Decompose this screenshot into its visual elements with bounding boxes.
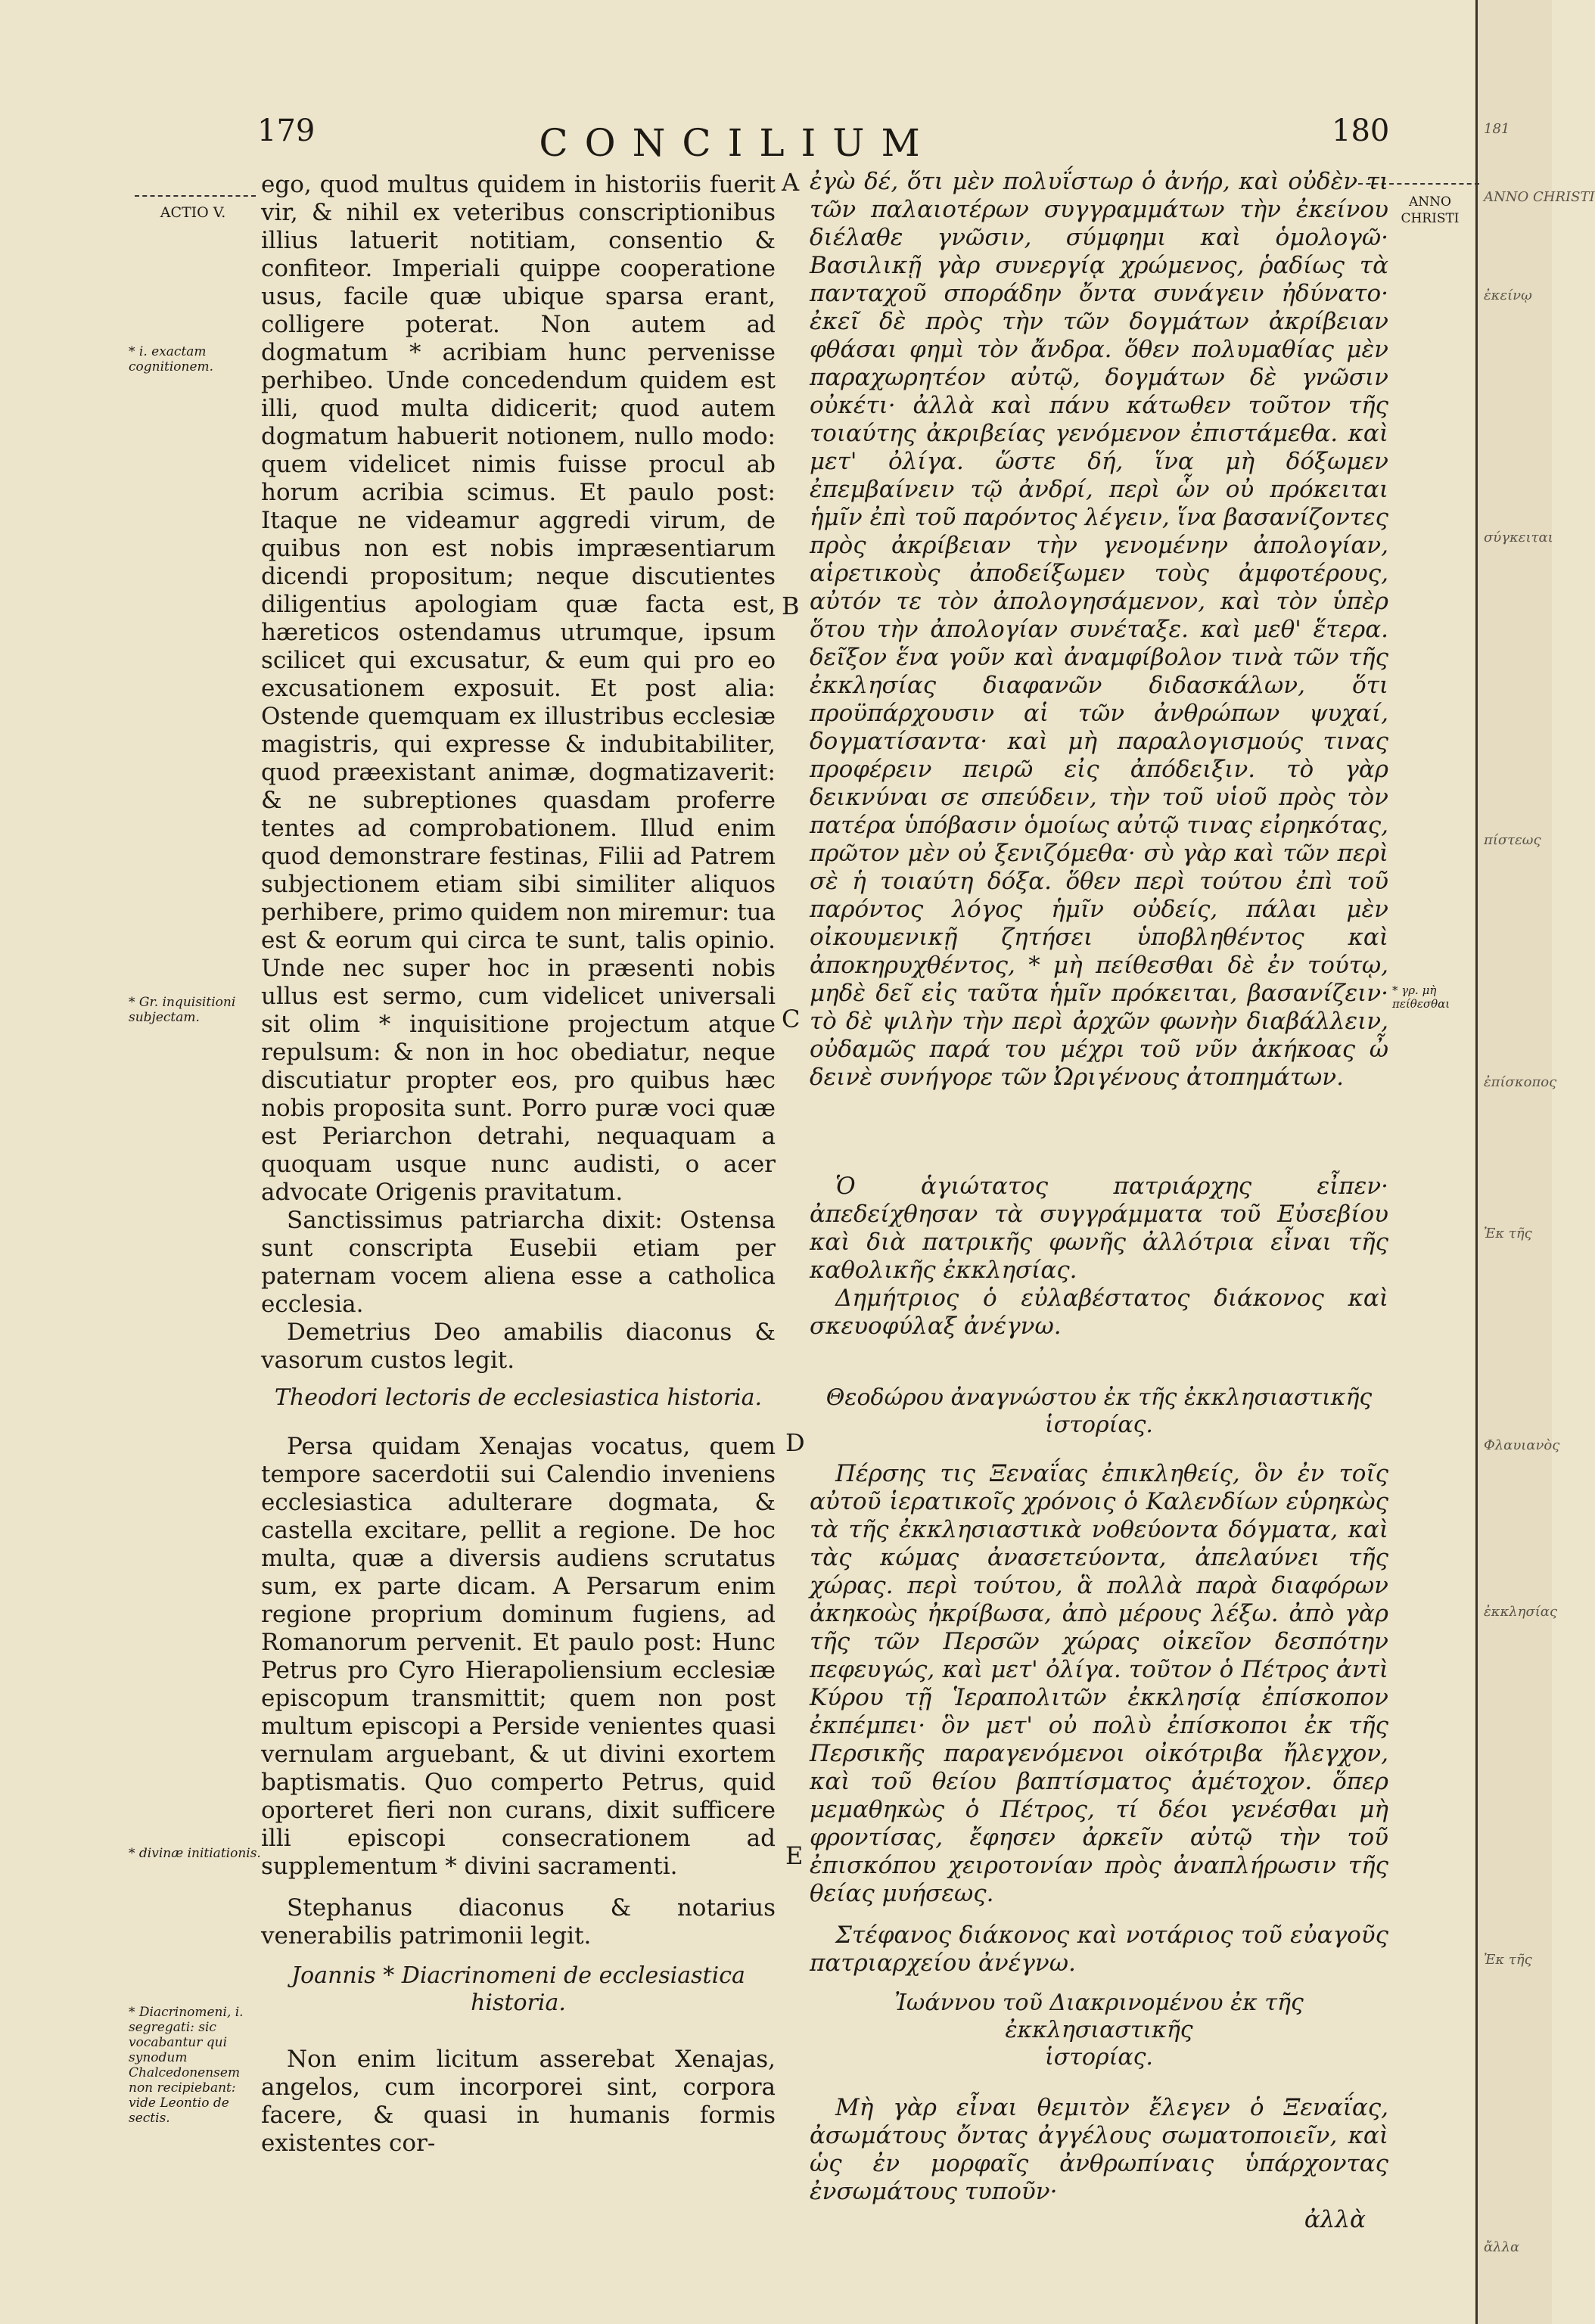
section-mark: A: [782, 168, 800, 197]
next-page-fragment: ANNO CHRISTI: [1484, 189, 1595, 205]
greek-heading: Ἰωάννου τοῦ Διακρινομένου ἐκ τῆς ἐκκλησιαστικῆς: [894, 1990, 1304, 2043]
greek-paragraph: Μὴ γὰρ εἶναι θεμιτὸν ἔλεγεν ὁ Ξεναΐας, ἀσωμάτους ὄντας ἀγγέλους σωματοποιεῖν, καὶ ὡς ἐν μορφαῖς ἀνθρωπίναις ὑπάρχοντας ἐνσωμάτους τυποῦν·: [810, 2094, 1388, 2205]
next-page-fragment: σύγκειται: [1484, 530, 1553, 545]
greek-paragraph: ἐγὼ δέ, ὅτι μὲν πολυΐστωρ ὁ ἀνήρ, καὶ οὐδὲν τι τῶν παλαιοτέρων συγγραμμάτων τὴν ἐκείνου διέλαθε γνῶσιν, σύμφημι καὶ ὁμολογῶ· Βασιλικῇ γὰρ συνεργίᾳ χρώμενος, ῥαδίως τὰ πανταχοῦ σποράδην ὄντα συνάγειν ἠδύνατο· ἐκεῖ δὲ πρὸς τὴν τῶν δογμάτων ἀκρίβειαν φθάσαι φημὶ τὸν ἄνδρα. ὅθεν πολυμαθίας μὲν παραχωρητέον αὐτῷ, δογμάτων δὲ γνῶσιν οὐκέτι· ἀλλὰ καὶ πάνυ κάτωθεν τοῦτον τῆς τοιαύτης ἀκριβείας γενόμενον ἐπιστάμεθα. καὶ μετ' ὀλίγα. ὥστε δή, ἵνα μὴ δόξωμεν ἐπεμβαίνειν τῷ ἀνδρί, περὶ ὧν οὐ πρόκειται ἡμῖν ἐπὶ τοῦ παρόντος λέγειν, ἵνα βασανίζοντες πρὸς ἀκρίβειαν τὴν γενομένην ἀπολογίαν, αἱρετικοὺς ἀποδείξωμεν τοὺς ἀμφοτέρους, αὐτόν τε τὸν ἀπολογησάμενον, καὶ τὸν ὑπὲρ ὅτου τὴν ἀπολογίαν συνέταξε. καὶ μεθ' ἕτερα. δεῖξον ἕνα γοῦν καὶ ἀναμφίβολον τινὰ τῶν τῆς ἐκκλησίας διαφανῶν διδασκάλων, ὅτι προϋπάρχουσιν αἱ τῶν ἀνθρώπων ψυχαί, δογματίσαντα· καὶ μὴ παραλογισμούς τινας προφέρειν πειρῶ εἰς ἀπόδειξιν. τὸ γὰρ δεικνύναι σε σπεύδειν, τὴν τοῦ υἱοῦ πρὸς τὸν πατέρα ὑπόβασιν ὁμοίως αὐτῷ τινας εἰρηκότας, πρῶτον μὲν οὐ ξενιζόμεθα· σὺ γὰρ καὶ τῶν περὶ σὲ ἡ τοιαύτη δόξα. ὅθεν περὶ τούτου ἐπὶ τοῦ παρόντος λόγος ἡμῖν οὐδείς, πάλαι μὲν οἰκουμενικῇ ζητήσει ὑποβληθέντος καὶ ἀποκηρυχθέντος, * μὴ πείθεσθαι δὲ ἐν τούτῳ, μηδὲ δεῖ εἰς ταῦτα ἡμῖν πρόκειται, βασανίζειν· τὸ δὲ ψιλὴν τὴν περὶ ἀρχῶν φωνὴν διαβάλλειν, οὐδαμῶς παρά του μέχρι τοῦ νῦν ἀκήκοας ὦ δεινὲ συνήγορε τῶν Ὠριγένους ἀτοπημάτων.: [810, 168, 1388, 1091]
greek-paragraph: Πέρσης τις Ξεναΐας ἐπικληθείς, ὃν ἐν τοῖς αὐτοῦ ἱερατικοῖς χρόνοις ὁ Καλενδίων εὑρηκὼς τὰ τῆς ἐκκλησιαστικὰ νοθεύοντα δόγματα, καὶ τὰς κώμας ἀνασετεύοντα, ἀπελαύνει τῆς χώρας. περὶ τούτου, ἃ πολλὰ παρὰ διαφόρων ἀκηκοὼς ἠκρίβωσα, ἀπὸ μέρους λέξω. ἀπὸ γὰρ τῆς τῶν Περσῶν χώρας οἰκεῖον δεσπότην πεφευγώς, καὶ μετ' ὀλίγα. τοῦτον ὁ Πέτρος ἀντὶ Κύρου τῇ Ἱεραπολιτῶν ἐκκλησίᾳ ἐπίσκοπον ἐκπέμπει· ὃν μετ' οὐ πολὺ ἐπίσκοποι ἐκ τῆς Περσικῆς παραγενόμενοι οἰκότριβα ἤλεγχον, καὶ τοῦ θείου βαπτίσματος ἀμέτοχον. ὅπερ μεμαθηκὼς ὁ Πέτρος, τί δέοι γενέσθαι μὴ φροντίσας, ἔφησεν ἀρκεῖν αὐτῷ τὴν τοῦ ἐπισκόπου χειροτονίαν πρὸς ἀναπλήρωσιν τῆς θείας μυήσεως.: [810, 1460, 1388, 1907]
latin-paragraph: Demetrius Deo amabilis diaconus & vasorum custos legit.: [261, 1319, 776, 1374]
section-mark: C: [782, 1005, 801, 1033]
margin-note: * Diacrinomeni, i. segregati: sic vocabantur qui synodum Chalcedonensem non recipiebant: vide Leontio de sectis.: [129, 2005, 244, 2126]
greek-column-lower: [810, 1384, 1388, 2234]
latin-paragraph: Sanctissimus patriarcha dixit: Ostensa sunt conscripta Eusebii etiam per paternam vocem aliena esse a catholica ecclesia.: [261, 1207, 776, 1318]
greek-paragraph: Ὁ ἁγιώτατος πατριάρχης εἶπεν· ἀπεδείχθησαν τὰ συγγράμματα τοῦ Εὐσεβίου καὶ διὰ πατρικῆς φωνῆς ἀλλότρια εἶναι τῆς καθολικῆς ἐκκλησίας.: [810, 1173, 1388, 1284]
section-mark: D: [785, 1428, 805, 1457]
next-page-fragment: Φλαυιανὸς: [1484, 1437, 1560, 1453]
margin-note: * Gr. inquisitioni subjectam.: [129, 995, 236, 1025]
latin-heading: Joannis * Diacrinomeni de ecclesiastica: [291, 1962, 745, 1989]
latin-heading: historia.: [471, 1990, 566, 2016]
latin-paragraph: Stephanus diaconus & notarius venerabilis patrimonii legit.: [261, 1894, 776, 1950]
section-mark: B: [782, 592, 800, 620]
next-page-fragment: ἐπίσκοπος: [1484, 1074, 1557, 1090]
actio-label: ACTIO V.: [160, 204, 226, 221]
catchword: ἀλλὰ: [1304, 2206, 1366, 2233]
greek-column-middle: [810, 1173, 1388, 1341]
anno-christi-label: ANNO CHRISTI: [1401, 194, 1460, 226]
adjacent-page-strip: [1475, 0, 1595, 2324]
greek-heading: Θεοδώρου ἀναγνώστου ἐκ τῆς ἐκκλησιαστικῆς ἱστορίας.: [825, 1384, 1373, 1438]
greek-column: [810, 168, 1388, 1092]
greek-paragraph: Στέφανος διάκονος καὶ νοτάριος τοῦ εὐαγοῦς πατριαρχείου ἀνέγνω.: [810, 1922, 1388, 1977]
greek-heading: ἱστορίας.: [1045, 2044, 1153, 2071]
latin-paragraph: Non enim licitum asserebat Xenajas, angelos, cum incorporei sint, corpora facere, & quasi in humanis formis existentes cor-: [261, 2046, 776, 2157]
latin-column: [261, 171, 776, 1375]
latin-heading: Theodori lectoris de ecclesiastica historia.: [274, 1384, 763, 1411]
margin-rule: [135, 195, 256, 197]
page-number-right: 180: [1332, 113, 1390, 148]
next-page-fragment: ἐκείνῳ: [1484, 287, 1532, 303]
greek-margin-note: * γρ. μὴ πείθεσθαι: [1392, 983, 1450, 1011]
latin-paragraph: ego, quod multus quidem in historiis fuerit vir, & nihil ex veteribus conscriptionibus illius latuerit notitiam, consentio & confiteor. Imperiali quippe cooperatione usus, facile quæ ubique sparsa erant, colligere poterat. Non autem ad dogmatum * acribiam hunc pervenisse perhibeo. Unde concedendum quidem est illi, quod multa didicerit; quod autem dogmatum habuerit notionem, nullo modo: quem videlicet nimis fuisse procul ab horum acribia scimus. Et paulo post: Itaque ne videamur aggredi virum, de quibus non est nobis impræsentiarum dicendi propositum; neque discutientes diligentius apologiam quæ facta est, hæreticos ostendamus utrumque, ipsum scilicet qui excusatur, & eum qui pro eo excusationem exposuit. Et post alia: Ostende quemquam ex illustribus ecclesiæ magistris, qui expresse & indubitabiliter, quod præexistant animæ, dogmatizaverit: & ne subreptiones quasdam proferre tentes ad comprobationem. Illud enim quod demonstrare festinas, Filii ad Patrem subjectionem etiam sibi similiter aliquos perhibere, primo quidem non miremur: tua est & eorum qui circa te sunt, talis opinio. Unde nec super hoc in præsenti nobis ullus est sermo, cum videlicet universali sit olim * inquisitione projectum atque repulsum: & non in hoc obediatur, neque discutiatur propter eos, pro quibus hæc nobis proposita sunt. Porro puræ voci quæ est Periarchon detrahi, nequaquam a quoquam usque nunc audisti, o acer advocate Origenis pravitatum.: [261, 171, 776, 1206]
running-title: CONCILIUM: [539, 121, 937, 165]
next-page-fragment: Ἐκ τῆς: [1484, 1226, 1532, 1241]
section-mark: E: [785, 1841, 804, 1870]
latin-column-lower: [261, 1384, 776, 2158]
margin-note: * divinæ initiationis.: [129, 1846, 261, 1861]
greek-paragraph: Δημήτριος ὁ εὐλαβέστατος διάκονος καὶ σκευοφύλαξ ἀνέγνω.: [810, 1285, 1388, 1340]
margin-note: * i. exactam cognitionem.: [129, 344, 214, 374]
next-page-fragment: 181: [1484, 121, 1510, 137]
next-page-fragment: ἐκκλησίας: [1484, 1604, 1558, 1620]
latin-paragraph: Persa quidam Xenajas vocatus, quem tempore sacerdotii sui Calendio inveniens ecclesiastica adulterare dogmata, & castella excitare, pellit a regione. De hoc multa, quæ a diversis audiens scrutatus sum, ex parte dicam. A Persarum enim regione proprium dominum fugiens, ad Romanorum pervenit. Et paulo post: Hunc Petrus pro Cyro Hierapoliensium ecclesiæ episcopum transmittit; quem non post multum episcopi a Perside venientes quasi vernulam arguebant, & ut divini exortem baptismatis. Quo comperto Petrus, quid oporteret fieri non curans, dixit sufficere illi episcopi consecrationem ad supplementum * divini sacramenti.: [261, 1433, 776, 1880]
next-page-fragment: ἄλλα: [1484, 2239, 1520, 2255]
page-number-left: 179: [257, 113, 316, 148]
next-page-fragment: Ἐκ τῆς: [1484, 1952, 1532, 1968]
next-page-fragment: πίστεως: [1484, 832, 1541, 848]
